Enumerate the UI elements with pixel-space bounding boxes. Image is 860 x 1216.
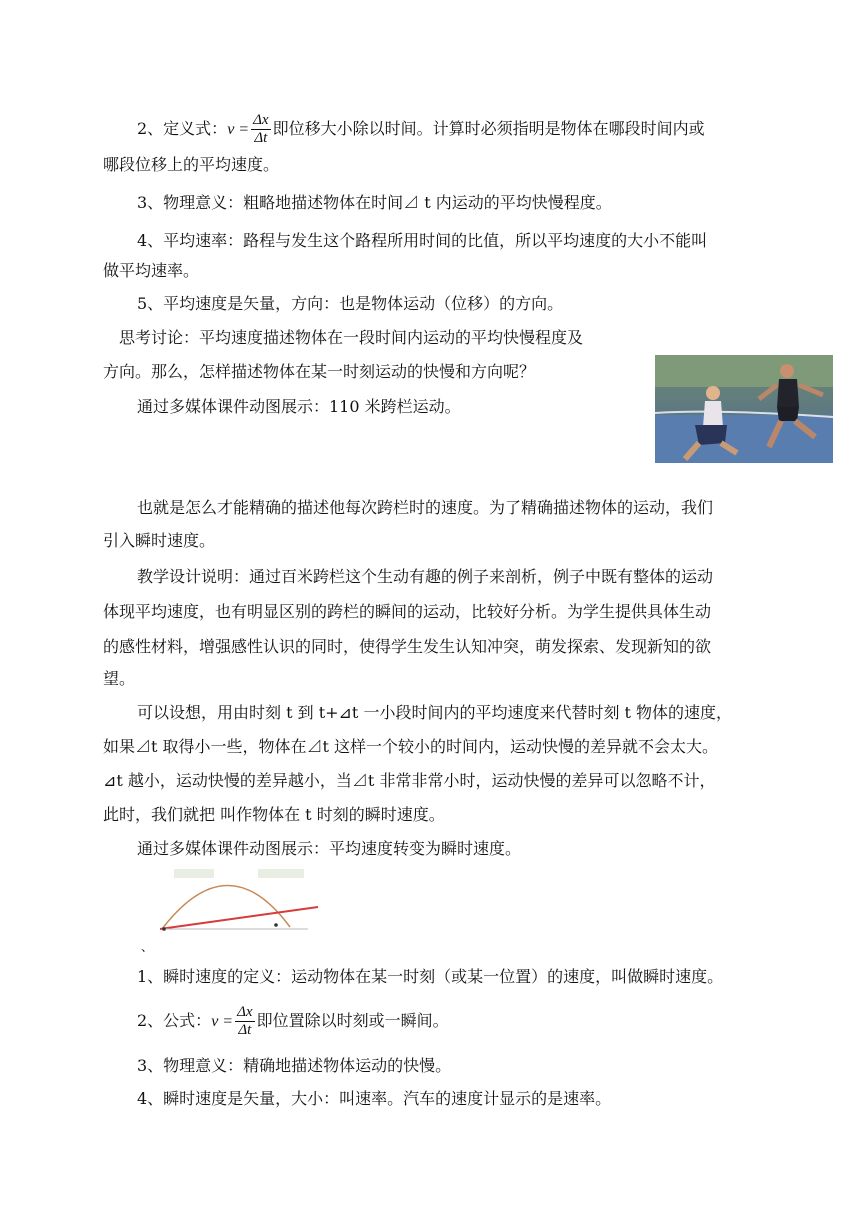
formula-explanation: 即位置除以时刻或一瞬间。: [256, 1011, 449, 1030]
stray-mark: 、: [141, 940, 154, 954]
design-note-line-2: 体现平均速度，也有明显区别的跨栏的瞬间的运动，比较好分析。为学生提供具体生动: [103, 602, 712, 621]
velocity-curve-illustration: [158, 863, 320, 937]
velocity-symbol: v =: [227, 121, 250, 138]
average-speed-line-2: 做平均速率。: [103, 261, 200, 280]
definition-prefix: 2、定义式：: [137, 119, 228, 138]
formula-numerator: Δx: [253, 112, 269, 128]
definition-text-continued: 哪段位移上的平均速度。: [103, 155, 280, 174]
definition-formula-line: [137, 112, 705, 147]
assumption-line-4: 此时，我们就把 叫作物体在 t 时刻的瞬时速度。: [103, 805, 445, 824]
vector-direction: 5、平均速度是矢量，方向：也是物体运动（位移）的方向。: [137, 294, 564, 313]
formula-prefix: 2、公式：: [137, 1011, 212, 1030]
formula-denominator: Δt: [254, 130, 268, 146]
instantaneous-velocity-definition: 1、瞬时速度的定义：运动物体在某一时刻（或某一位置）的速度，叫做瞬时速度。: [137, 967, 724, 986]
media-velocity-caption: 通过多媒体课件动图展示：平均速度转变为瞬时速度。: [137, 839, 522, 858]
think-discussion-line-2: 方向。那么，怎样描述物体在某一时刻运动的快慢和方向呢？: [103, 362, 536, 381]
media-hurdles-caption: 通过多媒体课件动图展示：110 米跨栏运动。: [137, 397, 461, 416]
physical-meaning: 3、物理意义：粗略地描述物体在时间⊿ t 内运动的平均快慢程度。: [137, 193, 612, 212]
formula-numerator: Δx: [237, 1004, 253, 1020]
definition-text: 即位移大小除以时间。计算时必须指明是物体在哪段时间内或: [272, 119, 705, 138]
assumption-line-2: 如果⊿t 取得小一些，物体在⊿t 这样一个较小的时间内，运动快慢的差异就不会太大。: [103, 737, 719, 756]
formula-denominator: Δt: [238, 1022, 252, 1038]
physical-meaning-instant: 3、物理意义：精确地描述物体运动的快慢。: [137, 1056, 452, 1075]
formula-line: [137, 1004, 449, 1039]
speed-vector-note: 4、瞬时速度是矢量，大小：叫速率。汽车的速度计显示的是速率。: [137, 1089, 612, 1108]
formula-fraction: [251, 112, 270, 147]
design-note-line-1: 教学设计说明：通过百米跨栏这个生动有趣的例子来剖析，例子中既有整体的运动: [137, 567, 714, 586]
velocity-transition-image: [158, 863, 320, 937]
formula-fraction: [235, 1004, 254, 1039]
think-discussion-line-1: 思考讨论：平均速度描述物体在一段时间内运动的平均快慢程度及: [119, 328, 584, 347]
precise-description-line-2: 引入瞬时速度。: [103, 531, 216, 550]
hurdle-race-illustration: [655, 355, 833, 463]
assumption-line-3: ⊿t 越小，运动快慢的差异越小，当⊿t 非常非常小时，运动快慢的差异可以忽略不计，: [103, 771, 716, 790]
precise-description-line-1: 也就是怎么才能精确的描述他每次跨栏时的速度。为了精确描述物体的运动，我们: [137, 498, 714, 517]
velocity-symbol: v =: [211, 1013, 234, 1030]
design-note-line-4: 望。: [103, 669, 136, 688]
assumption-line-1: 可以设想，用由时刻 t 到 t+⊿t 一小段时间内的平均速度来代替时刻 t 物体的速度，: [137, 703, 733, 722]
design-note-line-3: 的感性材料，增强感性认识的同时，使得学生发生认知冲突，萌发探索、发现新知的欲: [103, 637, 712, 656]
hurdle-race-image: [655, 355, 833, 463]
average-speed-line-1: 4、平均速率：路程与发生这个路程所用时间的比值，所以平均速度的大小不能叫: [137, 231, 708, 250]
